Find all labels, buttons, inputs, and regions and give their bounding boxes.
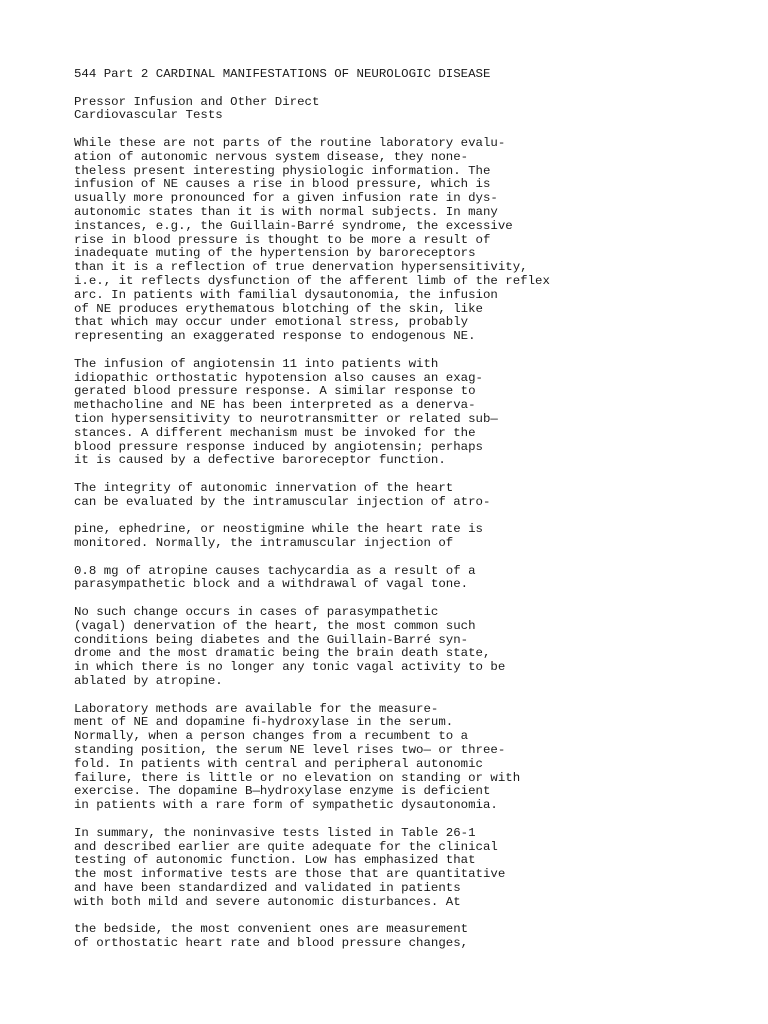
paragraph-line: ablated by atropine. xyxy=(74,674,223,689)
paragraph-line: rise in blood pressure is thought to be more a result of xyxy=(74,232,491,247)
paragraph-line: standing position, the serum NE level rises two— or three- xyxy=(74,743,506,758)
paragraph-line: (vagal) denervation of the heart, the most common such xyxy=(74,618,476,633)
spacer xyxy=(74,123,734,137)
paragraph-line: pine, ephedrine, or neostigmine while the heart rate is xyxy=(74,522,483,537)
paragraph-line: exercise. The dopamine B—hydroxylase enzyme is deficient xyxy=(74,784,491,799)
paragraph-line: i.e., it reflects dysfunction of the afferent limb of the reflex xyxy=(74,273,550,288)
paragraph xyxy=(74,703,734,813)
spacer xyxy=(74,82,734,96)
paragraph-line: The integrity of autonomic innervation of the heart xyxy=(74,480,454,495)
paragraph xyxy=(74,827,734,910)
section-heading xyxy=(74,96,734,124)
paragraph-line: arc. In patients with familial dysautonomia, the infusion xyxy=(74,287,498,302)
paragraph-line: conditions being diabetes and the Guillain-Barré syn- xyxy=(74,632,469,647)
paragraph-line: monitored. Normally, the intramuscular injection of xyxy=(74,536,454,551)
paragraph-line: in patients with a rare form of sympathetic dysautonomia. xyxy=(74,798,498,813)
paragraph-line: While these are not parts of the routine laboratory evalu- xyxy=(74,135,506,150)
paragraph-line: fold. In patients with central and peripheral autonomic xyxy=(74,756,483,771)
paragraph-line: and described earlier are quite adequate for the clinical xyxy=(74,839,498,854)
paragraph-line: than it is a reflection of true denervation hypersensitivity, xyxy=(74,260,528,275)
paragraph-line: with both mild and severe autonomic disturbances. At xyxy=(74,894,461,909)
paragraph-line: of NE produces erythematous blotching of the skin, like xyxy=(74,301,483,316)
paragraph-line: of orthostatic heart rate and blood pressure changes, xyxy=(74,936,469,951)
paragraph-line: can be evaluated by the intramuscular injection of atro- xyxy=(74,494,491,509)
paragraph-line: parasympathetic block and a withdrawal of vagal tone. xyxy=(74,577,469,592)
paragraph-line: usually more pronounced for a given infusion rate in dys- xyxy=(74,191,498,206)
paragraph xyxy=(74,358,734,468)
paragraph-line: The infusion of angiotensin 11 into patients with xyxy=(74,356,439,371)
paragraph-line: autonomic states than it is with normal subjects. In many xyxy=(74,204,498,219)
paragraph-line: inadequate muting of the hypertension by baroreceptors xyxy=(74,246,476,261)
spacer xyxy=(74,344,734,358)
paragraph-line: No such change occurs in cases of parasympathetic xyxy=(74,605,439,620)
paragraph-line: ation of autonomic nervous system disease, they none- xyxy=(74,149,469,164)
paragraph-line: idiopathic orthostatic hypotension also causes an exag- xyxy=(74,370,483,385)
paragraph-line: infusion of NE causes a rise in blood pressure, which is xyxy=(74,177,491,192)
spacer xyxy=(74,468,734,482)
paragraph-line: stances. A different mechanism must be invoked for the xyxy=(74,425,476,440)
page-header: 544 Part 2 CARDINAL MANIFESTATIONS OF NEUROLOGIC DISEASE xyxy=(74,67,491,81)
paragraph-line: ment of NE and dopamine ﬁ-hydroxylase in the serum. xyxy=(74,715,454,730)
paragraph xyxy=(74,606,734,689)
paragraph-line: Normally, when a person changes from a recumbent to a xyxy=(74,729,469,744)
paragraph-line: representing an exaggerated response to endogenous NE. xyxy=(74,329,476,344)
paragraph-line: testing of autonomic function. Low has emphasized that xyxy=(74,853,476,868)
paragraph-line: drome and the most dramatic being the brain death state, xyxy=(74,646,491,661)
section-heading-line: Pressor Infusion and Other Direct xyxy=(74,94,320,109)
paragraph-line: blood pressure response induced by angiotensin; perhaps xyxy=(74,439,483,454)
paragraph xyxy=(74,137,734,344)
spacer xyxy=(74,592,734,606)
paragraph-line: tion hypersensitivity to neurotransmitter or related sub— xyxy=(74,411,498,426)
paragraph-line: it is caused by a defective baroreceptor function. xyxy=(74,453,446,468)
paragraph xyxy=(74,523,734,551)
spacer xyxy=(74,510,734,524)
paragraph-line: the bedside, the most convenient ones are measurement xyxy=(74,922,469,937)
paragraph-line: In summary, the noninvasive tests listed in Table 26-1 xyxy=(74,825,476,840)
paragraph-line: failure, there is little or no elevation on standing or with xyxy=(74,770,521,785)
paragraph-line: and have been standardized and validated in patients xyxy=(74,881,461,896)
spacer xyxy=(74,813,734,827)
paragraph xyxy=(74,482,734,510)
spacer xyxy=(74,910,734,924)
paragraph-line: methacholine and NE has been interpreted as a denerva- xyxy=(74,398,476,413)
paragraph xyxy=(74,923,734,951)
paragraph-line: instances, e.g., the Guillain-Barré syndrome, the excessive xyxy=(74,218,513,233)
paragraph-line: in which there is no longer any tonic vagal activity to be xyxy=(74,660,506,675)
paragraph-line: that which may occur under emotional stress, probably xyxy=(74,315,469,330)
paragraph-line: theless present interesting physiologic information. The xyxy=(74,163,491,178)
section-heading-line: Cardiovascular Tests xyxy=(74,108,223,123)
document-page xyxy=(74,68,734,951)
paragraph-line: the most informative tests are those that are quantitative xyxy=(74,867,506,882)
paragraph xyxy=(74,565,734,593)
paragraph-line: Laboratory methods are available for the measure- xyxy=(74,701,439,716)
paragraph-line: 0.8 mg of atropine causes tachycardia as a result of a xyxy=(74,563,476,578)
body-text xyxy=(74,137,734,951)
spacer xyxy=(74,689,734,703)
spacer xyxy=(74,551,734,565)
paragraph-line: gerated blood pressure response. A similar response to xyxy=(74,384,476,399)
